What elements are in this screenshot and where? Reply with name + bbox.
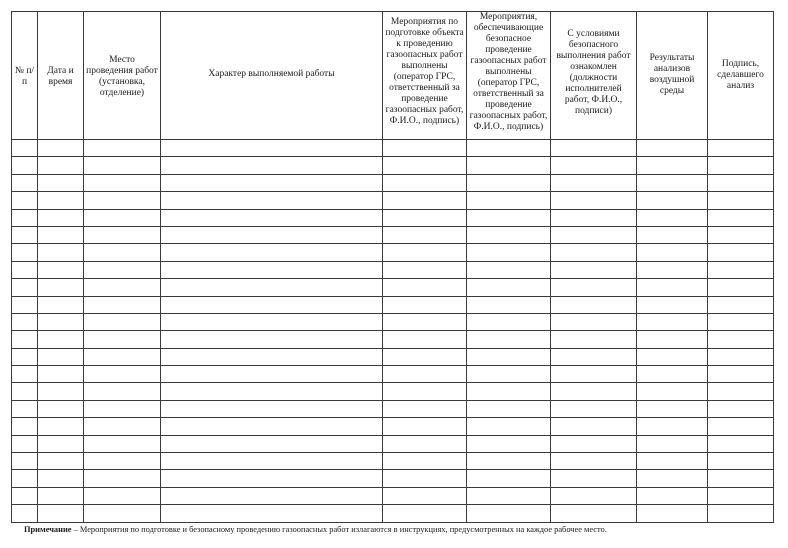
table-row: [12, 331, 774, 348]
table-cell: [467, 157, 551, 174]
table-row: [12, 313, 774, 330]
table-cell: [12, 209, 38, 226]
table-cell: [161, 453, 383, 470]
table-cell: [551, 453, 637, 470]
table-cell: [84, 192, 161, 209]
table-cell: [467, 174, 551, 191]
table-row: [12, 470, 774, 487]
table-cell: [467, 470, 551, 487]
table-cell: [708, 505, 774, 522]
table-cell: [467, 418, 551, 435]
table-cell: [551, 487, 637, 504]
table-cell: [383, 140, 467, 157]
table-cell: [161, 383, 383, 400]
table-cell: [12, 226, 38, 243]
table-cell: [708, 470, 774, 487]
table-cell: [551, 279, 637, 296]
table-cell: [38, 244, 84, 261]
table-cell: [551, 313, 637, 330]
table-cell: [161, 348, 383, 365]
table-cell: [84, 174, 161, 191]
table-cell: [551, 174, 637, 191]
table-cell: [12, 331, 38, 348]
table-cell: [12, 453, 38, 470]
table-cell: [84, 453, 161, 470]
table-cell: [161, 157, 383, 174]
table-cell: [12, 261, 38, 278]
table-cell: [38, 296, 84, 313]
table-cell: [12, 313, 38, 330]
table-cell: [708, 279, 774, 296]
table-cell: [637, 435, 708, 452]
table-row: [12, 505, 774, 522]
table-cell: [383, 174, 467, 191]
table-cell: [84, 400, 161, 417]
table-cell: [38, 418, 84, 435]
table-cell: [708, 157, 774, 174]
table-cell: [708, 192, 774, 209]
table-cell: [467, 383, 551, 400]
table-cell: [637, 313, 708, 330]
table-cell: [12, 400, 38, 417]
table-row: [12, 435, 774, 452]
table-cell: [708, 313, 774, 330]
table-cell: [467, 192, 551, 209]
table-cell: [637, 366, 708, 383]
table-cell: [708, 174, 774, 191]
table-cell: [383, 435, 467, 452]
table-cell: [12, 279, 38, 296]
table-cell: [84, 261, 161, 278]
table-cell: [551, 505, 637, 522]
table-cell: [467, 487, 551, 504]
header-row: [12, 12, 774, 140]
table-cell: [467, 435, 551, 452]
table-cell: [708, 366, 774, 383]
table-cell: [38, 400, 84, 417]
table-cell: [38, 261, 84, 278]
table-cell: [84, 140, 161, 157]
col-date-header: Дата и время: [38, 12, 84, 140]
table-cell: [38, 487, 84, 504]
table-cell: [467, 331, 551, 348]
table-header: [12, 12, 774, 140]
table-cell: [551, 418, 637, 435]
col-location-header: Место проведения работ (установка, отделение): [84, 12, 161, 140]
table-cell: [161, 226, 383, 243]
table-row: [12, 296, 774, 313]
table-cell: [161, 192, 383, 209]
table-cell: [84, 331, 161, 348]
table-row: [12, 209, 774, 226]
table-cell: [551, 470, 637, 487]
table-cell: [12, 174, 38, 191]
table-cell: [551, 192, 637, 209]
table-cell: [38, 470, 84, 487]
col-analyst-signature-header: Подпись, сделавшего анализ: [708, 12, 774, 140]
table-cell: [708, 226, 774, 243]
table-cell: [708, 209, 774, 226]
table-cell: [467, 244, 551, 261]
table-cell: [551, 157, 637, 174]
table-cell: [467, 505, 551, 522]
table-cell: [383, 313, 467, 330]
table-cell: [637, 470, 708, 487]
table-cell: [38, 157, 84, 174]
table-cell: [12, 487, 38, 504]
table-cell: [708, 244, 774, 261]
table-cell: [84, 157, 161, 174]
table-cell: [161, 279, 383, 296]
table-cell: [383, 226, 467, 243]
table-cell: [84, 418, 161, 435]
table-cell: [551, 400, 637, 417]
table-cell: [12, 157, 38, 174]
table-cell: [637, 209, 708, 226]
table-cell: [161, 140, 383, 157]
table-row: [12, 400, 774, 417]
table-cell: [467, 453, 551, 470]
table-cell: [161, 418, 383, 435]
table-cell: [551, 366, 637, 383]
table-cell: [383, 331, 467, 348]
table-cell: [84, 505, 161, 522]
table-cell: [383, 400, 467, 417]
table-cell: [551, 296, 637, 313]
table-cell: [708, 487, 774, 504]
table-cell: [383, 209, 467, 226]
table-cell: [637, 418, 708, 435]
table-row: [12, 174, 774, 191]
table-cell: [161, 400, 383, 417]
table-row: [12, 157, 774, 174]
table-cell: [84, 435, 161, 452]
table-cell: [467, 296, 551, 313]
table-row: [12, 366, 774, 383]
table-cell: [38, 226, 84, 243]
col-air-analysis-header: Результаты анализов воздушной среды: [637, 12, 708, 140]
table-cell: [551, 209, 637, 226]
table-cell: [383, 453, 467, 470]
table-cell: [38, 383, 84, 400]
table-cell: [383, 383, 467, 400]
table-cell: [637, 296, 708, 313]
table-cell: [161, 261, 383, 278]
table-row: [12, 261, 774, 278]
table-cell: [84, 383, 161, 400]
table-cell: [38, 174, 84, 191]
table-cell: [637, 261, 708, 278]
table-cell: [12, 505, 38, 522]
footnote-text: – Мероприятия по подготовке и безопасному проведению газоопасных работ излагаются в инструкциях, предусмотренных на каждое рабочее место.: [71, 525, 607, 534]
table-cell: [637, 505, 708, 522]
table-cell: [12, 296, 38, 313]
table-cell: [84, 226, 161, 243]
table-cell: [161, 435, 383, 452]
table-cell: [38, 505, 84, 522]
table-cell: [551, 383, 637, 400]
table-cell: [467, 348, 551, 365]
table-cell: [161, 209, 383, 226]
table-cell: [708, 331, 774, 348]
table-cell: [38, 331, 84, 348]
table-cell: [38, 348, 84, 365]
table-cell: [161, 296, 383, 313]
table-cell: [38, 140, 84, 157]
table-cell: [467, 313, 551, 330]
table-cell: [708, 296, 774, 313]
table-cell: [12, 418, 38, 435]
table-cell: [161, 174, 383, 191]
table-row: [12, 453, 774, 470]
table-cell: [383, 505, 467, 522]
table-row: [12, 348, 774, 365]
table-cell: [467, 279, 551, 296]
table-cell: [383, 279, 467, 296]
table-cell: [161, 331, 383, 348]
col-work-type-header: Характер выполняемой работы: [161, 12, 383, 140]
table-cell: [637, 279, 708, 296]
table-cell: [467, 209, 551, 226]
table-cell: [637, 400, 708, 417]
table-cell: [38, 313, 84, 330]
table-cell: [12, 366, 38, 383]
table-cell: [383, 157, 467, 174]
table-cell: [708, 140, 774, 157]
table-cell: [383, 192, 467, 209]
table-cell: [38, 366, 84, 383]
table-cell: [637, 226, 708, 243]
table-cell: [383, 487, 467, 504]
table-cell: [467, 226, 551, 243]
table-cell: [551, 140, 637, 157]
table-cell: [551, 244, 637, 261]
table-cell: [84, 244, 161, 261]
table-cell: [467, 140, 551, 157]
table-cell: [84, 279, 161, 296]
table-cell: [637, 140, 708, 157]
col-number-header: № п/п: [12, 12, 38, 140]
table-cell: [708, 453, 774, 470]
table-cell: [467, 261, 551, 278]
table-row: [12, 418, 774, 435]
col-acknowledged-header: С условиями безопасного выполнения работ ознакомлен (должности исполнителей работ, Ф.И.О., подписи): [551, 12, 637, 140]
table-cell: [38, 192, 84, 209]
footnote-label: Примечание: [24, 525, 72, 534]
table-cell: [383, 244, 467, 261]
table-cell: [161, 505, 383, 522]
table-cell: [708, 435, 774, 452]
table-cell: [637, 383, 708, 400]
table-cell: [84, 348, 161, 365]
col-safety-measures-header: Мероприятия, обеспечивающие безопасное проведение газоопасных работ выполнены (оператор ГРС, ответственный за проведение газоопасных работ, Ф.И.О., подпись): [467, 12, 551, 140]
table-cell: [161, 313, 383, 330]
table-cell: [383, 470, 467, 487]
table-cell: [708, 400, 774, 417]
table-cell: [84, 296, 161, 313]
table-cell: [551, 348, 637, 365]
table-cell: [551, 226, 637, 243]
table-cell: [383, 366, 467, 383]
table-body: [12, 140, 774, 523]
table-cell: [12, 244, 38, 261]
table-cell: [84, 366, 161, 383]
table-cell: [383, 418, 467, 435]
table-cell: [383, 296, 467, 313]
table-cell: [637, 244, 708, 261]
table-cell: [637, 331, 708, 348]
table-cell: [84, 209, 161, 226]
table-cell: [161, 244, 383, 261]
table-cell: [708, 418, 774, 435]
table-cell: [383, 348, 467, 365]
table-cell: [12, 435, 38, 452]
table-cell: [161, 470, 383, 487]
table-cell: [467, 400, 551, 417]
table-cell: [84, 487, 161, 504]
table-cell: [12, 348, 38, 365]
table-cell: [383, 261, 467, 278]
table-row: [12, 192, 774, 209]
footnote: [24, 525, 607, 534]
table-row: [12, 226, 774, 243]
table-cell: [38, 435, 84, 452]
table-row: [12, 140, 774, 157]
col-preparation-header: Мероприятия по подготовке объекта к проведению газоопасных работ выполнены (оператор ГРС, ответственный за проведение газоопасных работ, Ф.И.О., подпись): [383, 12, 467, 140]
table-cell: [12, 383, 38, 400]
table-cell: [637, 192, 708, 209]
table-cell: [637, 487, 708, 504]
table-cell: [708, 261, 774, 278]
table-cell: [12, 192, 38, 209]
table-cell: [12, 470, 38, 487]
table-cell: [161, 366, 383, 383]
table-cell: [637, 348, 708, 365]
table-cell: [84, 313, 161, 330]
table-cell: [708, 383, 774, 400]
table-cell: [551, 331, 637, 348]
table-cell: [637, 453, 708, 470]
table-cell: [551, 435, 637, 452]
table-cell: [38, 209, 84, 226]
gas-hazard-work-log-table: [11, 11, 774, 523]
table-cell: [551, 261, 637, 278]
table-cell: [38, 453, 84, 470]
table-cell: [161, 487, 383, 504]
table-cell: [38, 279, 84, 296]
table-row: [12, 244, 774, 261]
table-cell: [637, 157, 708, 174]
table-cell: [84, 470, 161, 487]
table-cell: [12, 140, 38, 157]
table-row: [12, 487, 774, 504]
table-cell: [637, 174, 708, 191]
table-row: [12, 383, 774, 400]
table-row: [12, 279, 774, 296]
table-cell: [708, 348, 774, 365]
table-cell: [467, 366, 551, 383]
